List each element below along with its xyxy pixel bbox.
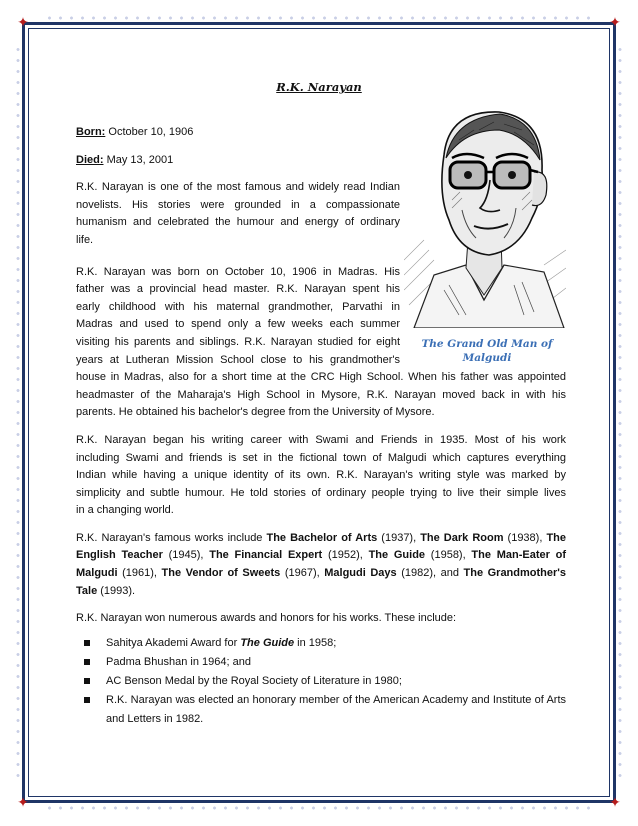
awards-intro: R.K. Narayan won numerous awards and honors for his works. These include:	[76, 612, 457, 625]
awards-list	[76, 634, 566, 729]
text-line: years at Lutheran Mission School close to his grandmother's	[76, 353, 400, 366]
work-year: (1952),	[322, 549, 369, 562]
list-item	[76, 691, 566, 729]
work-title: The Vendor of Sweets	[161, 567, 281, 580]
work-title: The Financial Expert	[209, 549, 323, 562]
text-line: including Swami and friends is set in the fictional town of Malgudi which captures everything	[76, 451, 566, 464]
work-title: Malgudi Days	[324, 567, 397, 580]
star-icon: ✦	[17, 795, 29, 811]
text-line: R.K. Narayan began his writing career with Swami and Friends in 1935. Most of his work	[76, 433, 566, 446]
text-line: father was a provincial head master. R.K. Narayan spent his	[76, 283, 400, 296]
text-line: headmaster of the Maharaja's High School in Mysore, R.K. Narayan moved back in with his	[76, 388, 566, 401]
work-year: (1982), and	[396, 567, 464, 580]
work-year: (1961),	[117, 567, 162, 580]
work-year: (1938),	[503, 531, 547, 544]
died-label: Died:	[76, 153, 104, 166]
work-year: (1945),	[162, 549, 210, 562]
bullet-icon	[84, 678, 90, 684]
paragraph-career	[76, 432, 566, 520]
work-title: The Dark Room	[420, 531, 504, 544]
bullet-icon	[84, 640, 90, 646]
paragraph-works	[76, 530, 566, 600]
corner-ornament-bottom-right	[608, 796, 622, 810]
bullet-icon	[84, 659, 90, 665]
text-line: simplicity and subtle humour. He told stories of ordinary people trying to live their simple lives	[76, 486, 566, 499]
text-line: R.K. Narayan was born on October 10, 1906 in Madras. His	[76, 265, 400, 278]
text-line: novelists. His stories were grounded in a compassionate	[76, 198, 400, 211]
work-year: (1967),	[280, 567, 325, 580]
text-line: parents. He obtained his bachelor's degree from the University of Mysore.	[76, 406, 435, 419]
died-value: May 13, 2001	[106, 153, 174, 166]
works-intro: R.K. Narayan's famous works include	[76, 531, 267, 544]
born-line	[76, 124, 566, 142]
work-title: The Man-Eater of Malgudi	[76, 549, 567, 580]
text-line: humanism and celebrated the humour and energy of ordinary	[76, 216, 400, 229]
border-dots-top	[44, 15, 594, 21]
border-dots-bottom	[44, 805, 594, 811]
work-year: (1993).	[97, 584, 136, 597]
work-year: (1958),	[425, 549, 472, 562]
star-icon: ✦	[17, 15, 29, 31]
text-line: life.	[76, 233, 94, 246]
list-item	[76, 653, 566, 672]
border-dots-right	[617, 44, 623, 784]
died-line	[76, 152, 566, 170]
corner-ornament-bottom-left	[16, 796, 30, 810]
text-line: Indian while having a unique identity of its own. R.K. Narayan's writing style was marked by	[76, 469, 566, 482]
bullet-icon	[84, 697, 90, 703]
born-label: Born:	[76, 126, 106, 138]
star-icon: ✦	[609, 15, 621, 31]
text-line: in a changing world.	[76, 504, 174, 517]
award-text: in 1958;	[294, 636, 337, 649]
work-year: (1937),	[377, 531, 421, 544]
award-text: AC Benson Medal by the Royal Society of Literature in 1980;	[106, 674, 402, 687]
work-title: The Guide	[368, 549, 426, 562]
page-title: R.K. Narayan	[276, 80, 362, 94]
star-icon: ✦	[609, 795, 621, 811]
article-body	[76, 124, 566, 729]
paragraph-intro	[76, 179, 566, 249]
text-line: early childhood with his maternal grandmother, Parvathi in	[76, 300, 400, 313]
text-line: R.K. Narayan is one of the most famous and widely read Indian	[76, 181, 400, 194]
text-line: visiting his parents and siblings. R.K. Narayan studied for eight	[76, 335, 400, 348]
born-value: October 10, 1906	[108, 126, 194, 138]
corner-ornament-top-right	[608, 16, 622, 30]
list-item	[76, 634, 566, 653]
work-title: The Bachelor of Arts	[266, 531, 378, 544]
border-dots-left	[15, 44, 21, 784]
award-text: R.K. Narayan was elected an honorary member of the American Academy and Institute of Arts and Letters in 1982.	[106, 693, 566, 725]
text-line: house in Madras, also for a short time at the CRC High School. When his father was appointed	[76, 371, 566, 384]
award-emphasis: The Guide	[240, 636, 295, 649]
work-title: The English Teacher	[76, 531, 566, 562]
corner-ornament-top-left	[16, 16, 30, 30]
text-line: Madras and used to spend only a few weeks each summer	[76, 318, 400, 331]
paragraph-early-life	[76, 264, 566, 422]
caption-line: Malgudi	[462, 352, 512, 364]
work-title: The Grandmother's Tale	[76, 567, 567, 597]
list-item	[76, 672, 566, 691]
award-text: Sahitya Akademi Award for	[106, 636, 241, 649]
caption-line: The Grand Old Man of	[421, 338, 553, 350]
award-text: Padma Bhushan in 1964; and	[106, 655, 251, 668]
